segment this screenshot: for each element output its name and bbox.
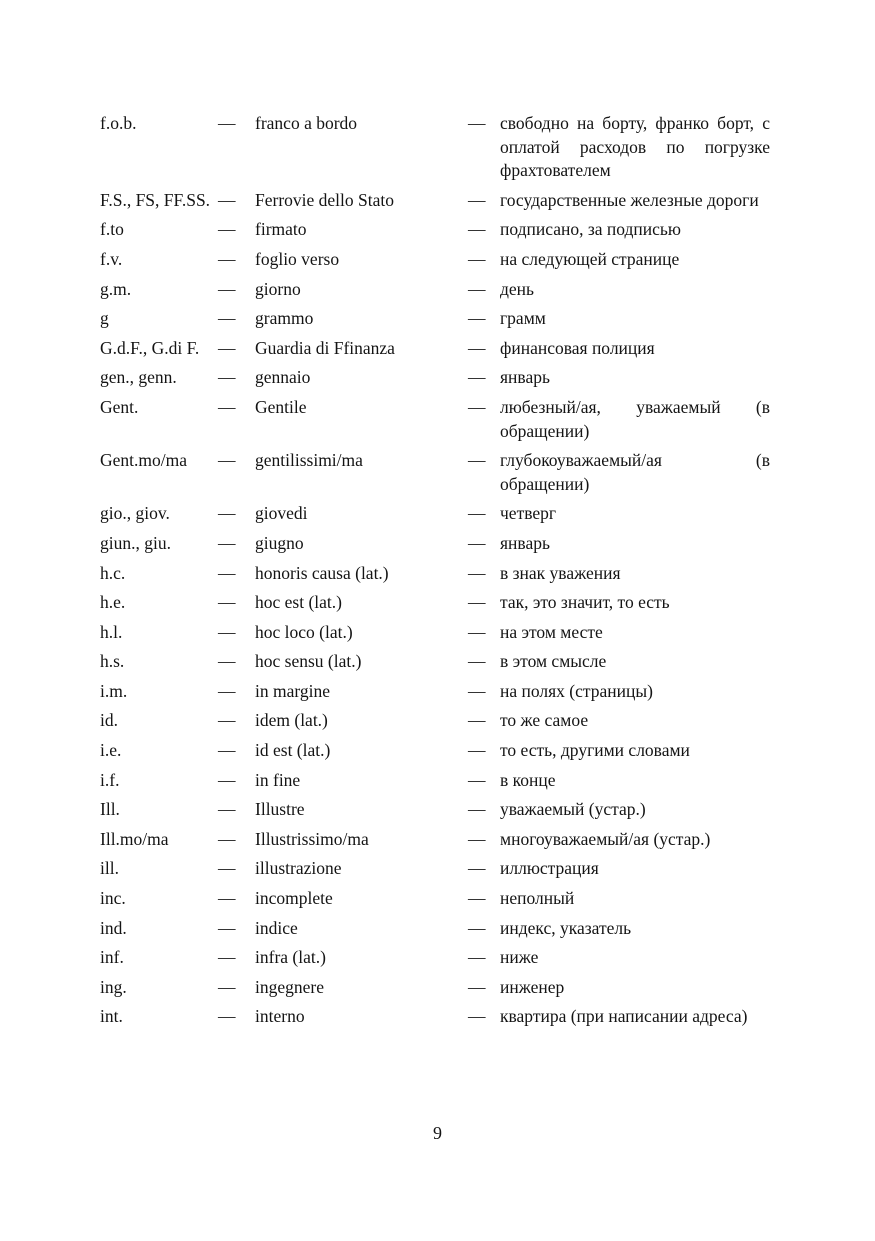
abbreviation: gio., giov. <box>100 503 170 524</box>
italian-term: firmato <box>255 219 307 240</box>
abbreviation: inc. <box>100 888 126 909</box>
dash-separator: — <box>468 947 486 968</box>
abbreviation: i.f. <box>100 769 120 790</box>
dash-separator: — <box>468 799 486 820</box>
dash-separator: — <box>468 396 486 417</box>
russian-translation: январь <box>500 367 550 388</box>
abbreviation: ing. <box>100 976 127 997</box>
russian-translation: любезный/ая, уважаемый (в обращении) <box>500 396 770 441</box>
dash-separator: — <box>468 562 486 583</box>
russian-translation: ниже <box>500 947 539 968</box>
abbreviation: Ill.mo/ma <box>100 828 169 849</box>
abbreviation: g <box>100 308 109 329</box>
dash-separator: — <box>468 858 486 879</box>
abbreviation: h.s. <box>100 651 125 672</box>
dash-separator: — <box>468 503 486 524</box>
russian-translation: инженер <box>500 976 565 997</box>
dash-separator: — <box>218 308 236 329</box>
russian-translation: день <box>500 278 535 299</box>
russian-translation: в этом смысле <box>500 651 607 672</box>
abbreviation: ill. <box>100 858 119 879</box>
dash-separator: — <box>218 740 236 761</box>
abbreviation: f.o.b. <box>100 113 137 133</box>
italian-term: hoc sensu (lat.) <box>255 651 362 672</box>
dash-separator: — <box>218 976 236 997</box>
dash-separator: — <box>468 219 486 240</box>
italian-term: ingegnere <box>255 976 324 997</box>
italian-term: Guardia di Ffinanza <box>255 337 395 358</box>
entry-row <box>100 739 770 763</box>
abbreviation: h.l. <box>100 621 123 642</box>
entry-row <box>100 887 770 911</box>
dash-separator: — <box>218 113 236 133</box>
entry-row <box>100 621 770 645</box>
abbreviation: Gent.mo/ma <box>100 450 187 471</box>
dash-separator: — <box>218 503 236 524</box>
entry-row <box>100 189 770 213</box>
dash-separator: — <box>468 917 486 938</box>
dash-separator: — <box>218 396 236 417</box>
russian-translation: уважаемый (устар.) <box>500 799 646 820</box>
dash-separator: — <box>218 799 236 820</box>
dash-separator: — <box>218 337 236 358</box>
dash-separator: — <box>468 450 486 471</box>
entry-row <box>100 650 770 674</box>
entry-row <box>100 248 770 272</box>
entry-row <box>100 1005 770 1029</box>
dash-separator: — <box>468 189 486 210</box>
dash-separator: — <box>218 710 236 731</box>
italian-term: interno <box>255 1006 305 1027</box>
abbreviation: i.e. <box>100 740 122 761</box>
dash-separator: — <box>218 1006 236 1027</box>
russian-translation: глубокоуважаемый/ая (в обращении) <box>500 450 770 494</box>
abbreviation: gen., genn. <box>100 367 177 388</box>
dash-separator: — <box>218 651 236 672</box>
dash-separator: — <box>218 858 236 879</box>
dash-separator: — <box>468 740 486 761</box>
dash-separator: — <box>218 888 236 909</box>
italian-term: giugno <box>255 532 304 553</box>
entry-row <box>100 562 770 586</box>
dash-separator: — <box>468 592 486 613</box>
dash-separator: — <box>468 1006 486 1027</box>
italian-term: indice <box>255 917 298 938</box>
dash-separator: — <box>218 947 236 968</box>
italian-term: gennaio <box>255 367 311 388</box>
dash-separator: — <box>218 532 236 553</box>
russian-translation: многоуважаемый/ая (устар.) <box>500 828 711 849</box>
dash-separator: — <box>218 219 236 240</box>
dash-separator: — <box>468 337 486 358</box>
russian-translation: свободно на борту, франко борт, с оплатой расходов по погрузке фрахтователем <box>500 113 770 181</box>
dash-separator: — <box>468 710 486 731</box>
abbreviation: ind. <box>100 917 127 938</box>
italian-term: Illustre <box>255 799 305 820</box>
italian-term: gentilissimi/ma <box>255 450 363 471</box>
russian-translation: так, это значит, то есть <box>500 592 670 613</box>
entry-row <box>100 946 770 970</box>
dash-separator: — <box>468 769 486 790</box>
entry-row <box>100 769 770 793</box>
italian-term: giorno <box>255 278 301 299</box>
italian-term: in fine <box>255 769 301 790</box>
entry-row <box>100 976 770 1000</box>
entry-row <box>100 828 770 852</box>
abbreviation: h.e. <box>100 592 126 613</box>
entry-row <box>100 502 770 526</box>
abbreviation-entries-list <box>100 112 770 1035</box>
dash-separator: — <box>218 917 236 938</box>
russian-translation: в конце <box>500 769 556 790</box>
dash-separator: — <box>218 367 236 388</box>
russian-translation: четверг <box>500 503 557 524</box>
dash-separator: — <box>468 828 486 849</box>
italian-term: Illustrissimo/ma <box>255 828 369 849</box>
russian-translation: подписано, за подписью <box>500 219 681 240</box>
entry-row <box>100 366 770 390</box>
dash-separator: — <box>468 367 486 388</box>
dash-separator: — <box>218 278 236 299</box>
entry-row <box>100 917 770 941</box>
russian-translation: то есть, другими словами <box>500 740 690 761</box>
italian-term: Ferrovie dello Stato <box>255 189 395 210</box>
russian-translation: государственные железные дороги <box>500 189 759 210</box>
dash-separator: — <box>468 308 486 329</box>
russian-translation: грамм <box>500 308 546 329</box>
russian-translation: неполный <box>500 888 575 909</box>
russian-translation: квартира (при написании адреса) <box>500 1006 748 1027</box>
italian-term: idem (lat.) <box>255 710 328 731</box>
entry-row <box>100 396 770 443</box>
italian-term: incomplete <box>255 888 333 909</box>
italian-term: foglio verso <box>255 248 340 269</box>
dash-separator: — <box>468 621 486 642</box>
italian-term: grammo <box>255 308 314 329</box>
russian-translation: то же самое <box>500 710 589 731</box>
russian-translation: в знак уважения <box>500 562 621 583</box>
italian-term: franco a bordo <box>255 113 358 133</box>
dash-separator: — <box>218 450 236 471</box>
russian-translation: индекс, указатель <box>500 917 632 938</box>
entry-row <box>100 680 770 704</box>
abbreviation: inf. <box>100 947 124 968</box>
entry-row <box>100 857 770 881</box>
abbreviation: g.m. <box>100 278 132 299</box>
dash-separator: — <box>218 248 236 269</box>
abbreviation: Gent. <box>100 396 139 417</box>
dash-separator: — <box>468 976 486 997</box>
entry-row <box>100 278 770 302</box>
russian-translation: на полях (страницы) <box>500 680 653 701</box>
entry-row <box>100 591 770 615</box>
italian-term: honoris causa (lat.) <box>255 562 389 583</box>
italian-term: infra (lat.) <box>255 947 326 968</box>
dash-separator: — <box>218 828 236 849</box>
russian-translation: на следующей странице <box>500 248 680 269</box>
abbreviation: giun., giu. <box>100 532 171 553</box>
italian-term: id est (lat.) <box>255 740 331 761</box>
dash-separator: — <box>468 680 486 701</box>
dash-separator: — <box>218 680 236 701</box>
entry-row <box>100 798 770 822</box>
dash-separator: — <box>468 278 486 299</box>
entry-row <box>100 709 770 733</box>
abbreviation: int. <box>100 1006 123 1027</box>
entry-row <box>100 337 770 361</box>
italian-term: illustrazione <box>255 858 342 879</box>
entry-row <box>100 307 770 331</box>
italian-term: Gentile <box>255 396 307 417</box>
entry-row <box>100 532 770 556</box>
dash-separator: — <box>218 189 236 210</box>
dash-separator: — <box>468 532 486 553</box>
dash-separator: — <box>218 592 236 613</box>
dash-separator: — <box>218 562 236 583</box>
abbreviation: h.c. <box>100 562 126 583</box>
russian-translation: финансовая полиция <box>500 337 655 358</box>
italian-term: in margine <box>255 680 331 701</box>
abbreviation: Ill. <box>100 799 120 820</box>
dash-separator: — <box>218 769 236 790</box>
dash-separator: — <box>218 621 236 642</box>
page-number: 9 <box>433 1123 442 1143</box>
dash-separator: — <box>468 248 486 269</box>
italian-term: hoc loco (lat.) <box>255 621 353 642</box>
abbreviation: f.to <box>100 219 124 240</box>
abbreviation: f.v. <box>100 248 123 269</box>
russian-translation: на этом месте <box>500 621 603 642</box>
dash-separator: — <box>468 113 486 133</box>
entry-row <box>100 449 770 496</box>
abbreviation: i.m. <box>100 680 128 701</box>
italian-term: hoc est (lat.) <box>255 592 342 613</box>
russian-translation: январь <box>500 532 550 553</box>
italian-term: giovedi <box>255 503 308 524</box>
abbreviation: G.d.F., G.di F. <box>100 337 200 358</box>
dash-separator: — <box>468 651 486 672</box>
abbreviation: id. <box>100 710 118 731</box>
abbreviation: F.S., FS, FF.SS. <box>100 189 211 210</box>
entry-row <box>100 112 770 183</box>
russian-translation: иллюстрация <box>500 858 599 879</box>
entry-row <box>100 218 770 242</box>
dash-separator: — <box>468 888 486 909</box>
